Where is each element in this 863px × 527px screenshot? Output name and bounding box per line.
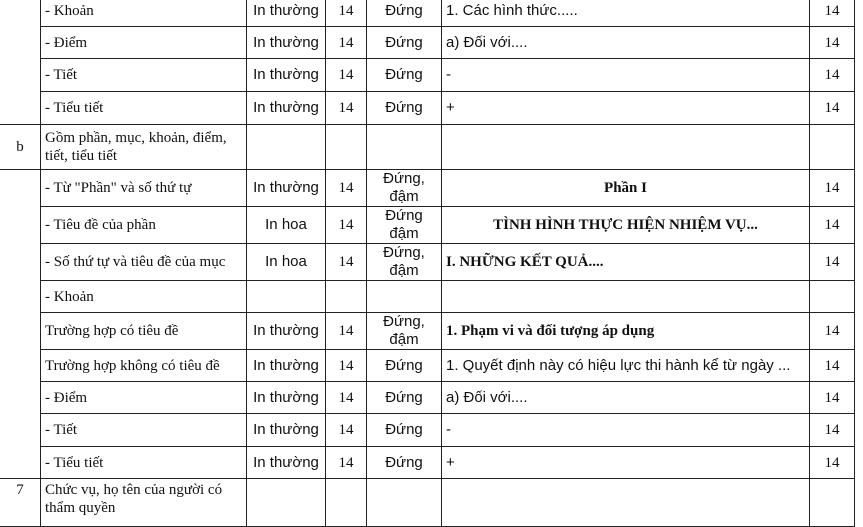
example-font-size: 14 [810, 170, 855, 207]
example-text: - [442, 414, 810, 447]
table-row [0, 479, 855, 527]
font-style: Đứng [367, 350, 442, 382]
table-row [0, 382, 855, 414]
letter-case: In hoa [247, 244, 326, 281]
font-size [326, 281, 367, 313]
font-style: Đứng [367, 59, 442, 92]
letter-case: In thường [247, 92, 326, 125]
example-text: TÌNH HÌNH THỰC HIỆN NHIỆM VỤ... [442, 207, 810, 244]
component-name: - Tiểu tiết [41, 92, 247, 125]
letter-case: In thường [247, 27, 326, 59]
example-text: a) Đối với.... [442, 382, 810, 414]
font-style [367, 281, 442, 313]
row-index [0, 382, 41, 414]
letter-case: In thường [247, 170, 326, 207]
letter-case [247, 479, 326, 527]
example-font-size: 14 [810, 447, 855, 479]
component-name: - Điểm [41, 382, 247, 414]
letter-case: In thường [247, 0, 326, 27]
example-font-size [810, 479, 855, 527]
font-size: 14 [326, 0, 367, 27]
example-text: a) Đối với.... [442, 27, 810, 59]
row-index: 7 [0, 479, 41, 527]
font-size: 14 [326, 170, 367, 207]
letter-case [247, 281, 326, 313]
example-font-size: 14 [810, 0, 855, 27]
table-row [0, 447, 855, 479]
font-style: Đứng [367, 0, 442, 27]
font-style [367, 479, 442, 527]
row-index [0, 350, 41, 382]
component-name: - Khoản [41, 0, 247, 27]
component-name: - Số thứ tự và tiêu đề của mục [41, 244, 247, 281]
font-size: 14 [326, 92, 367, 125]
component-name: Chức vụ, họ tên của người có thẩm quyền [41, 479, 247, 527]
font-size: 14 [326, 59, 367, 92]
component-name: Gồm phần, mục, khoản, điểm, tiết, tiểu tiết [41, 125, 247, 170]
letter-case [247, 125, 326, 170]
font-style [367, 125, 442, 170]
example-text: 1. Quyết định này có hiệu lực thi hành kể từ ngày ... [442, 350, 810, 382]
font-style: Đứng [367, 382, 442, 414]
example-text [442, 479, 810, 527]
row-index [0, 313, 41, 350]
example-text [442, 281, 810, 313]
component-name: - Tiêu đề của phần [41, 207, 247, 244]
example-font-size: 14 [810, 414, 855, 447]
component-name: - Tiết [41, 59, 247, 92]
letter-case: In hoa [247, 207, 326, 244]
table-row [0, 244, 855, 281]
row-index: b [0, 125, 41, 170]
row-index [0, 0, 41, 27]
example-font-size: 14 [810, 27, 855, 59]
table-row [0, 414, 855, 447]
font-style: Đứng [367, 447, 442, 479]
table-row [0, 207, 855, 244]
font-style: Đứng [367, 92, 442, 125]
table-row [0, 281, 855, 313]
example-font-size: 14 [810, 207, 855, 244]
example-text: I. NHỮNG KẾT QUẢ.... [442, 244, 810, 281]
font-size: 14 [326, 414, 367, 447]
font-size [326, 479, 367, 527]
font-size: 14 [326, 244, 367, 281]
font-style: Đứng, đậm [367, 313, 442, 350]
example-text: 1. Phạm vi và đối tượng áp dụng [442, 313, 810, 350]
table-row [0, 27, 855, 59]
row-index [0, 27, 41, 59]
font-style: Đứng, đậm [367, 244, 442, 281]
example-text [442, 125, 810, 170]
component-name: - Điểm [41, 27, 247, 59]
font-size: 14 [326, 27, 367, 59]
table-row [0, 59, 855, 92]
example-font-size: 14 [810, 59, 855, 92]
letter-case: In thường [247, 59, 326, 92]
component-name: - Khoản [41, 281, 247, 313]
row-index [0, 414, 41, 447]
font-size: 14 [326, 350, 367, 382]
letter-case: In thường [247, 414, 326, 447]
example-font-size [810, 281, 855, 313]
table-row [0, 350, 855, 382]
table-row [0, 125, 855, 170]
component-name: Trường hợp có tiêu đề [41, 313, 247, 350]
row-index [0, 92, 41, 125]
row-index [0, 244, 41, 281]
example-text: + [442, 92, 810, 125]
example-font-size: 14 [810, 350, 855, 382]
example-font-size: 14 [810, 382, 855, 414]
component-name: - Tiểu tiết [41, 447, 247, 479]
row-index [0, 170, 41, 207]
component-name: Trường hợp không có tiêu đề [41, 350, 247, 382]
row-index [0, 281, 41, 313]
font-style: Đứng [367, 414, 442, 447]
table-row [0, 92, 855, 125]
letter-case: In thường [247, 350, 326, 382]
letter-case: In thường [247, 447, 326, 479]
row-index [0, 207, 41, 244]
font-size: 14 [326, 447, 367, 479]
table-row [0, 0, 855, 27]
component-name: - Tiết [41, 414, 247, 447]
example-font-size: 14 [810, 313, 855, 350]
example-text: 1. Các hình thức..... [442, 0, 810, 27]
font-style: Đứng, đậm [367, 170, 442, 207]
letter-case: In thường [247, 313, 326, 350]
table-row [0, 170, 855, 207]
example-text: - [442, 59, 810, 92]
example-text: Phần I [442, 170, 810, 207]
example-text: + [442, 447, 810, 479]
example-font-size: 14 [810, 92, 855, 125]
font-size: 14 [326, 313, 367, 350]
font-style: Đứng đậm [367, 207, 442, 244]
component-name: - Từ "Phần" và số thứ tự [41, 170, 247, 207]
row-index [0, 59, 41, 92]
example-font-size [810, 125, 855, 170]
font-size: 14 [326, 382, 367, 414]
example-font-size: 14 [810, 244, 855, 281]
font-style: Đứng [367, 27, 442, 59]
table-row [0, 313, 855, 350]
font-size [326, 125, 367, 170]
row-index [0, 447, 41, 479]
letter-case: In thường [247, 382, 326, 414]
font-size: 14 [326, 207, 367, 244]
